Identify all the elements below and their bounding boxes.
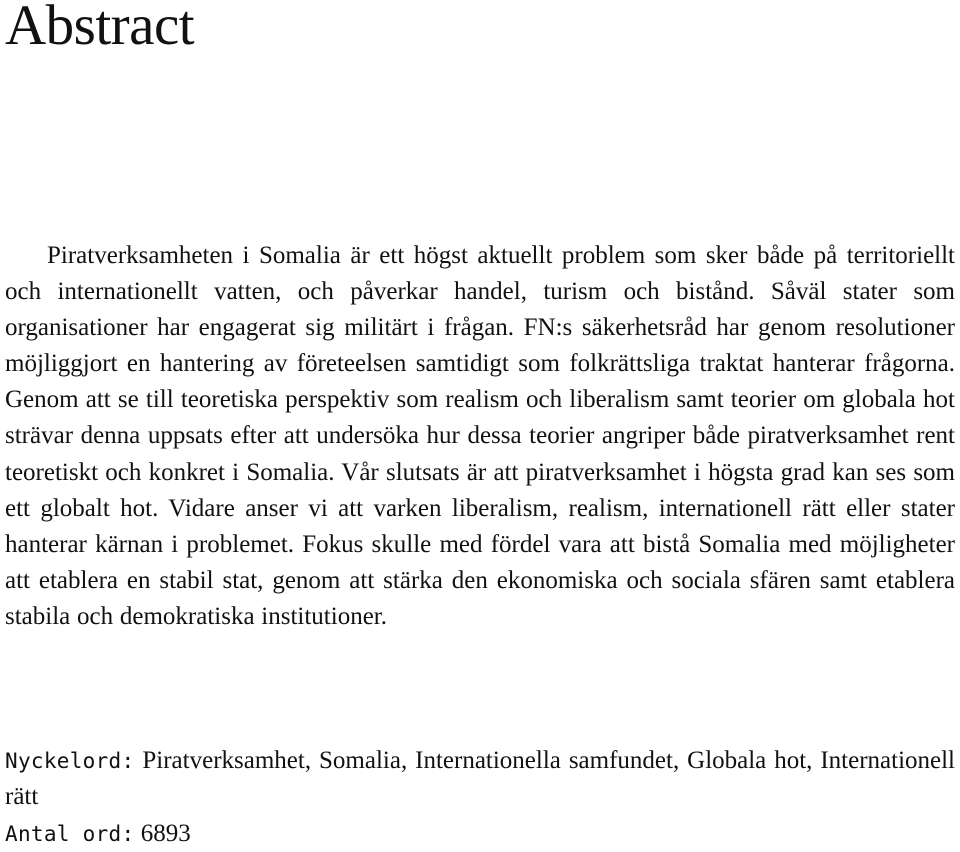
keywords-line [5, 743, 955, 815]
abstract-paragraph: Piratverksamheten i Somalia är ett högst aktuellt problem som sker både på territoriellt och internationellt vatten, och påverkar handel, turism och bistånd. Såväl stater som organisationer har engagerat sig militärt i frågan. FN:s säkerhetsråd har genom resolutioner möjliggjort en hantering av företeelsen samtidigt som folkrättsliga traktat hanterar frågorna. Genom att se till teoretiska perspektiv som realism och liberalism samt teorier om globala hot strävar denna uppsats efter att undersöka hur dessa teorier angriper både piratverksamhet rent teoretiskt och konkret i Somalia. Vår slutsats är att piratverksamhet i högsta grad kan ses som ett globalt hot. Vidare anser vi att varken liberalism, realism, internationell rätt eller stater hanterar kärnan i problemet. Fokus skulle med fördel vara att bistå Somalia med möjligheter att etablera en stabil stat, genom att stärka den ekonomiska och sociala sfären samt etablera stabila och demokratiska institutioner. [5, 242, 955, 630]
document-title: Abstract [5, 0, 195, 57]
word-count-label: Antal ord: [5, 822, 135, 846]
keywords-value: Piratverksamhet, Somalia, Internationella samfundet, Globala hot, Internationell rätt [5, 747, 955, 810]
word-count-value: 6893 [140, 820, 191, 847]
word-count-line [5, 816, 191, 852]
keywords-label: Nyckelord: [5, 749, 135, 773]
